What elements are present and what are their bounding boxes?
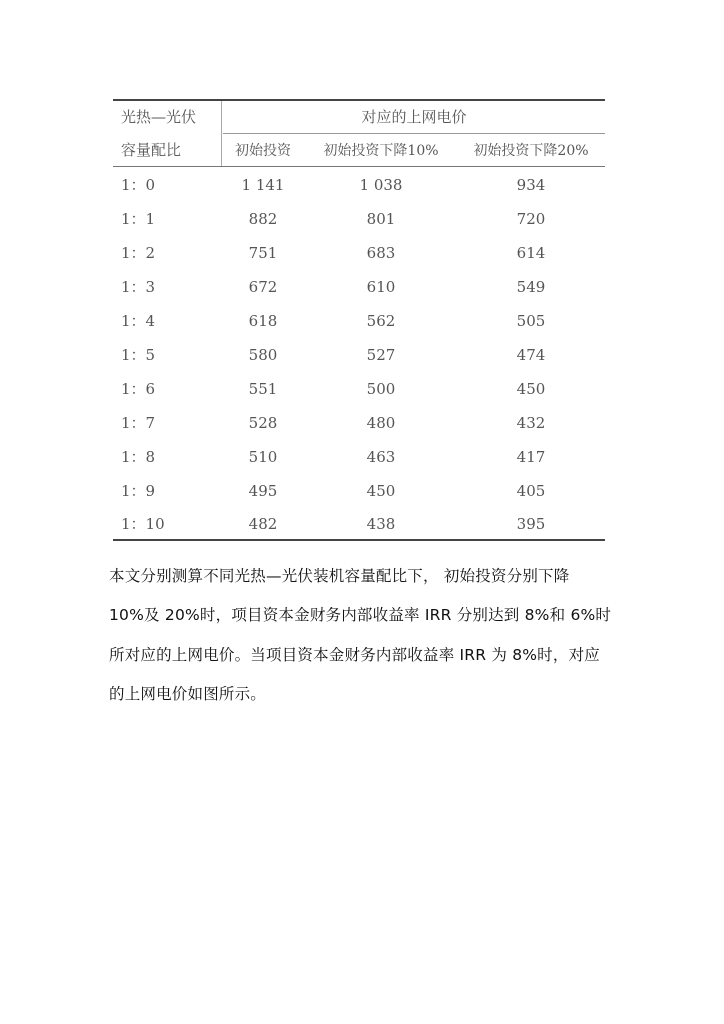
value-cell: 527	[366, 346, 396, 364]
value-cell: 801	[366, 210, 396, 228]
value-cell: 432	[516, 414, 546, 432]
value-cell: 672	[248, 278, 278, 296]
value-cell: 405	[516, 482, 546, 500]
value-cell: 500	[366, 380, 396, 398]
value-cell: 683	[366, 244, 396, 262]
column-header-initial: 初始投资	[235, 143, 291, 159]
body-paragraph	[109, 557, 615, 715]
value-cell: 450	[516, 380, 546, 398]
ratio-cell: 1：3	[121, 278, 156, 296]
table-row	[113, 413, 605, 433]
value-cell: 551	[248, 380, 278, 398]
column-header-minus-10: 初始投资下降10%	[323, 143, 439, 159]
ratio-cell: 1：10	[121, 515, 165, 533]
table-header-rule	[113, 166, 605, 167]
value-cell: 580	[248, 346, 278, 364]
table-bottom-rule	[113, 539, 605, 541]
ratio-cell: 1：9	[121, 482, 156, 500]
group-header: 对应的上网电价	[361, 108, 467, 126]
value-cell: 495	[248, 482, 278, 500]
value-cell: 610	[366, 278, 396, 296]
ratio-cell: 1：6	[121, 380, 156, 398]
header-divider	[221, 101, 222, 166]
ratio-cell: 1：4	[121, 312, 156, 330]
stub-header-line2: 容量配比	[121, 141, 182, 159]
paragraph-line: 所对应的上网电价。当项目资本金财务内部收益率 IRR 为 8%时，对应	[109, 645, 600, 664]
ratio-cell: 1：2	[121, 244, 156, 262]
ratio-cell: 1：1	[121, 210, 156, 228]
table-row	[113, 447, 605, 467]
ratio-cell: 1：0	[121, 176, 156, 194]
ratio-cell: 1：8	[121, 448, 156, 466]
value-cell: 395	[516, 515, 546, 533]
value-cell: 549	[516, 278, 546, 296]
value-cell: 751	[248, 244, 278, 262]
table-row	[113, 277, 605, 297]
table-top-rule	[113, 99, 605, 101]
price-table-image	[113, 96, 605, 542]
value-cell: 720	[516, 210, 546, 228]
value-cell: 450	[366, 482, 396, 500]
paragraph-line: 10%及 20%时，项目资本金财务内部收益率 IRR 分别达到 8%和 6%时	[109, 606, 612, 625]
value-cell: 510	[248, 448, 278, 466]
value-cell: 474	[516, 346, 546, 364]
paragraph-line: 的上网电价如图所示。	[109, 685, 267, 704]
table-row	[113, 481, 605, 501]
value-cell: 482	[248, 515, 278, 533]
value-cell: 438	[366, 515, 396, 533]
value-cell: 480	[366, 414, 396, 432]
table-row	[113, 175, 605, 195]
table-row	[113, 209, 605, 229]
value-cell: 1 141	[241, 176, 285, 194]
value-cell: 1 038	[359, 176, 403, 194]
value-cell: 505	[516, 312, 546, 330]
ratio-cell: 1：5	[121, 346, 156, 364]
value-cell: 562	[366, 312, 396, 330]
column-header-minus-20: 初始投资下降20%	[473, 143, 589, 159]
value-cell: 934	[516, 176, 546, 194]
table-row	[113, 345, 605, 365]
group-header-rule	[223, 133, 605, 134]
table-row	[113, 311, 605, 331]
value-cell: 882	[248, 210, 278, 228]
ratio-cell: 1：7	[121, 414, 156, 432]
paragraph-line: 本文分别测算不同光热—光伏装机容量配比下， 初始投资分别下降	[109, 567, 570, 585]
value-cell: 618	[248, 312, 278, 330]
table-row	[113, 243, 605, 263]
value-cell: 528	[248, 414, 278, 432]
table-row	[113, 514, 605, 534]
stub-header-line1: 光热—光伏	[121, 108, 197, 126]
table-row	[113, 379, 605, 399]
value-cell: 614	[516, 244, 546, 262]
value-cell: 417	[516, 448, 546, 466]
value-cell: 463	[366, 448, 396, 466]
